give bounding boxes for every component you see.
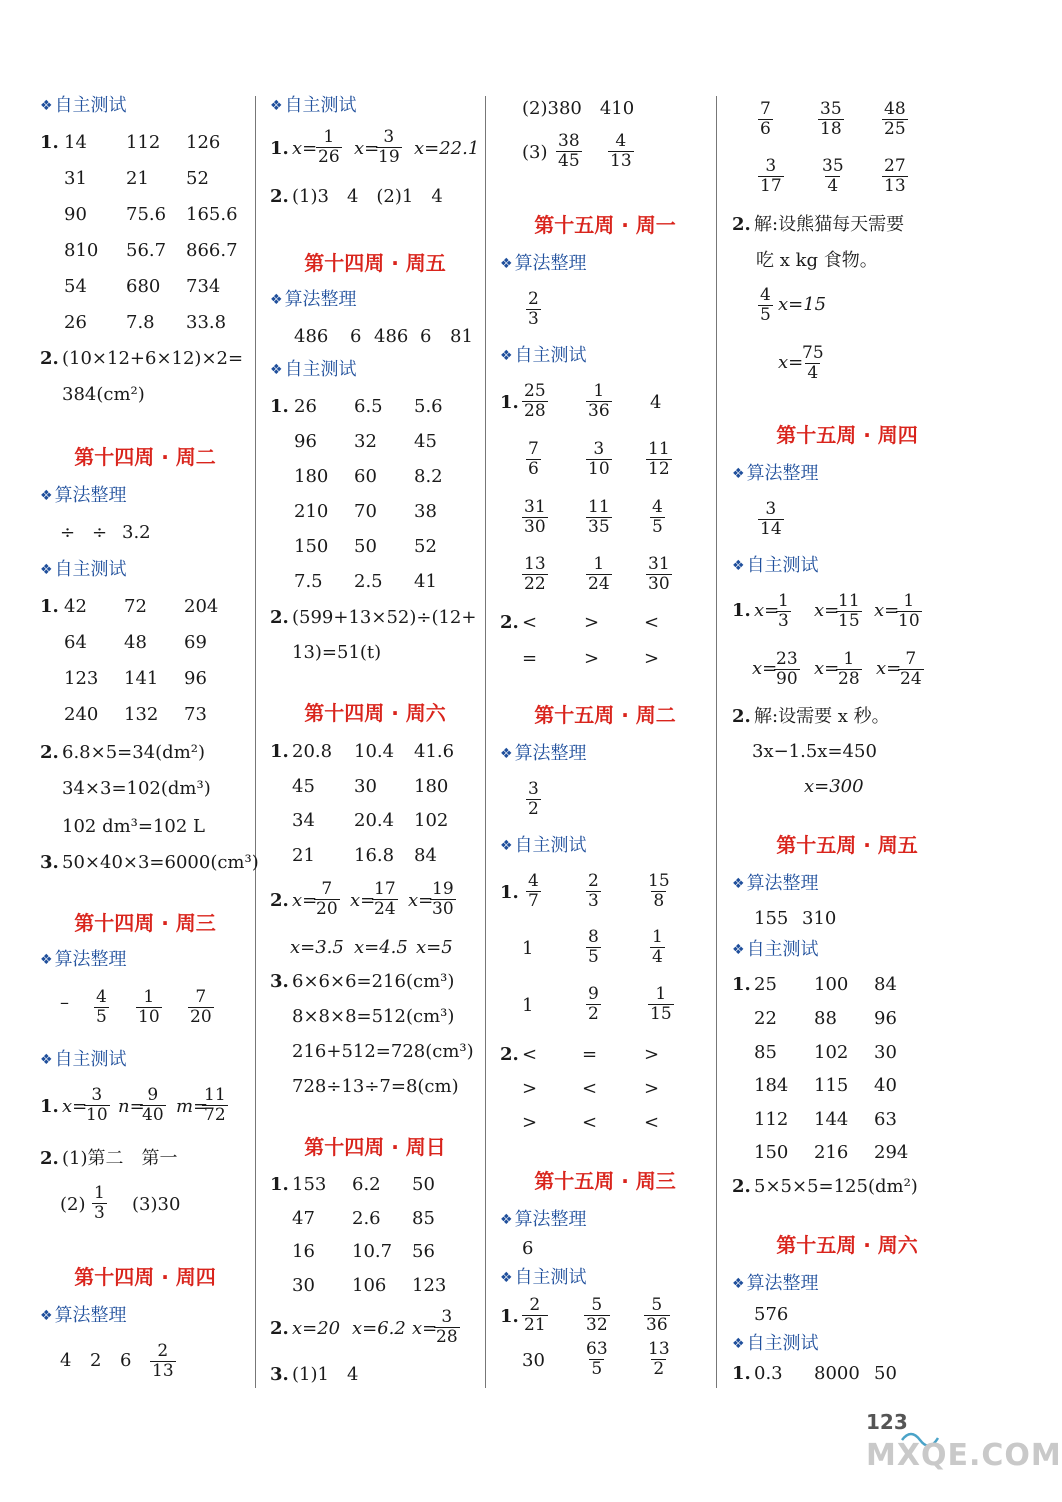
diamond-icon: ❖ [40, 488, 53, 504]
fraction: 7 24 [900, 649, 922, 689]
week-title: 第十四周 · 周六 [304, 701, 446, 725]
diamond-icon: ❖ [40, 98, 53, 114]
diamond-icon: ❖ [40, 562, 53, 578]
section-header: ❖ 自主测试 [500, 345, 587, 366]
week-title: 第十四周 · 周日 [304, 1135, 446, 1159]
fraction: 7 6 [528, 439, 539, 479]
fraction: 9 2 [588, 984, 599, 1024]
answer-row: 2. (1)3 4 (2)1 4 [270, 186, 443, 207]
diamond-icon: ❖ [40, 1052, 53, 1068]
fraction: 11 12 [648, 439, 670, 479]
week-title: 第十五周 · 周四 [776, 423, 918, 447]
answer-row: 2. (10×12+6×12)×2= [40, 348, 244, 369]
fraction: 4 5 [96, 987, 107, 1027]
week-title: 第十五周 · 周一 [534, 213, 676, 237]
answer-row: 2. 解:设熊猫每天需要 [732, 214, 905, 235]
fraction: 35 4 [822, 156, 844, 196]
answer-row: 384(cm²) [62, 384, 145, 405]
section-header: ❖ 自主测试 [270, 359, 357, 380]
answer-row: 3. 6×6×6=216(cm³) [270, 971, 455, 992]
section-header: ❖ 自主测试 [500, 1267, 587, 1288]
answer-row: 1. 153 6.2 50 [270, 1174, 435, 1195]
section-header: ❖ 自主测试 [732, 939, 819, 960]
fraction: 2 3 [528, 289, 539, 329]
fraction: 3 2 [528, 779, 539, 819]
answer-row: 1. x= [40, 1096, 88, 1117]
fraction: 7 20 [190, 987, 212, 1027]
column-2: ❖ 自主测试 1. x= 1 26 x= 3 19 x=22.1 2. (1)3 4 (2)1 4 第十四周 · 周五 ❖ 算法整理 486 6 486 6 81 ❖ 自主测试 1. 26 6.5 5.6 96 32 45 180 60 8.2 210 70 38 150 50 52 7.5 2.5 41 2. (599+13×52)÷(12+ 13)=51(t) 第十四周 · 周六 1. 20.8 10.4 41.6 45 30 180 34 20.4 102 21 16.8 84 2. x= 7 20 x= 17 24 x= 19 30 x=3.5 x=4.5 x=5 3. 6×6×6=216(cm³) 8×8×8=512(cm³) 216+512=728(cm³) 728÷13÷7=8(cm) 第十四周 · 周日 1. 153 6.2 50 47 2.6 85 16 10.7 56 30 106 123 2. x=20 x=6.2 x= 3 28 3. (1)1 4 [270, 95, 480, 1385]
fraction: 5 36 [646, 1295, 668, 1335]
answer-row: 1. x= [270, 138, 318, 159]
section-header: ❖ 自主测试 [40, 1049, 127, 1070]
answer-row: 1. 0.3 8000 50 [732, 1363, 897, 1384]
section-header: ❖ 算法整理 [40, 949, 127, 970]
section-header: ❖ 算法整理 [40, 485, 127, 506]
column-divider [255, 96, 256, 1388]
column-divider [716, 96, 717, 1388]
diamond-icon: ❖ [270, 362, 283, 378]
fraction: 4 5 [760, 285, 771, 325]
fraction: 5 32 [586, 1295, 608, 1335]
page-number: 123 [866, 1410, 908, 1434]
answer-row: 3. (1)1 4 [270, 1364, 359, 1385]
answer-row: – [60, 992, 69, 1013]
answer-row: 1. 26 6.5 5.6 [270, 396, 443, 417]
diamond-icon: ❖ [732, 1276, 745, 1292]
fraction: 35 18 [820, 99, 842, 139]
diamond-icon: ❖ [732, 466, 745, 482]
answer-row: 34×3=102(dm³) [62, 778, 211, 799]
fraction: 48 25 [884, 99, 906, 139]
fraction: 15 8 [648, 871, 670, 911]
fraction: 7 20 [316, 879, 338, 919]
fraction: 3 14 [760, 499, 782, 539]
fraction: 13 2 [648, 1339, 670, 1379]
diamond-icon: ❖ [732, 558, 745, 574]
column-divider [485, 96, 486, 1388]
fraction: 11 72 [204, 1085, 226, 1125]
section-header: ❖ 自主测试 [40, 95, 127, 116]
answer-row: 2. < = > [500, 1044, 660, 1065]
fraction: 1 3 [778, 591, 789, 631]
answer-row: 2. (1)第二 第一 [40, 1148, 178, 1169]
answer-row: 1. 14 112 126 [40, 132, 221, 153]
diamond-icon: ❖ [500, 838, 513, 854]
fraction: 1 15 [650, 984, 672, 1024]
section-header: ❖ 算法整理 [732, 873, 819, 894]
week-title: 第十五周 · 周二 [534, 703, 676, 727]
fraction: 2 21 [524, 1295, 546, 1335]
section-header: ❖ 自主测试 [500, 835, 587, 856]
diamond-icon: ❖ [270, 98, 283, 114]
fraction: 27 13 [884, 156, 906, 196]
diamond-icon: ❖ [500, 1212, 513, 1228]
week-title: 第十四周 · 周四 [74, 1265, 216, 1289]
fraction: 8 5 [588, 927, 599, 967]
fraction: 38 45 [558, 131, 580, 171]
diamond-icon: ❖ [500, 1270, 513, 1286]
fraction: 25 28 [524, 381, 546, 421]
week-title: 第十四周 · 周二 [74, 445, 216, 469]
diamond-icon: ❖ [732, 1336, 745, 1352]
diamond-icon: ❖ [500, 256, 513, 272]
answer-row: 1. 25 100 84 [732, 974, 897, 995]
fraction: 1 24 [588, 554, 610, 594]
column-1: ❖ 自主测试 1. 14 112 126 31 21 52 90 75.6 165.6 810 56.7 866.7 54 680 734 26 7.8 33.8 2. (10×12+6×12)×2= 384(cm²) 第十四周 · 周二 ❖ 算法整理 ÷ ÷ 3.2 ❖ 自主测试 1. 42 72 204 64 48 69 123 141 96 240 132 73 2. 6.8×5=34(dm²) 34×3=102(dm³) 102 dm³=102 L 3. 50×40×3=6000(cm³) 第十四周 · 周三 ❖ 算法整理 – 4 5 1 10 7 20 ❖ 自主测试 1. x= 3 10 n= 9 40 m= 11 72 2. (1)第二 第一 (2) 1 3 (3)30 第十四周 · 周四 ❖ 算法整理 4 2 6 2 13 [40, 95, 259, 1381]
fraction: 1 10 [138, 987, 160, 1027]
fraction: 7 6 [760, 99, 771, 139]
fraction: 4 13 [610, 131, 632, 171]
answer-row: 3. 50×40×3=6000(cm³) [40, 852, 259, 873]
fraction: 19 30 [432, 879, 454, 919]
fraction: 17 24 [374, 879, 396, 919]
diamond-icon: ❖ [270, 292, 283, 308]
column-3: (2)380 410 (3) 38 45 4 13 第十五周 · 周一 ❖ 算法整理 2 3 ❖ 自主测试 1. 25 28 1 36 4 7 6 3 10 11 12 31 30 11 35 4 5 13 22 1 24 31 30 2. < > < = > > 第十五周 · 周二 ❖ 算法整理 3 2 ❖ 自主测试 1. 4 7 2 3 15 8 1 8 5 1 4 1 9 2 1 15 2. < = > > < > > < < 第十五周 · 周三 ❖ 算法整理 6 ❖ 自主测试 1. 2 21 5 32 5 36 30 63 5 13 2 [500, 90, 710, 1390]
week-title: 第十五周 · 周六 [776, 1233, 918, 1257]
fraction: 4 7 [528, 871, 539, 911]
diamond-icon: ❖ [40, 1308, 53, 1324]
fraction: 11 35 [588, 497, 610, 537]
fraction: 1 4 [652, 927, 663, 967]
week-title: 第十五周 · 周三 [534, 1169, 676, 1193]
section-header: ❖ 自主测试 [270, 95, 357, 116]
diamond-icon: ❖ [732, 942, 745, 958]
answer-row: 1. 42 72 204 [40, 596, 219, 617]
fraction: 3 17 [760, 156, 782, 196]
answer-row: 2. x=20 x=6.2 x= [270, 1318, 438, 1339]
section-header: ❖ 算法整理 [500, 253, 587, 274]
section-header: ❖ 自主测试 [40, 559, 127, 580]
answer-row: 2. 6.8×5=34(dm²) [40, 742, 205, 763]
answer-row: 2. (599+13×52)÷(12+ [270, 607, 477, 628]
watermark: MXQE.COM [866, 1438, 1062, 1473]
fraction: 1 28 [838, 649, 860, 689]
column-4: 7 6 35 18 48 25 3 17 35 4 27 13 2. 解:设熊猫每天需要 吃 x kg 食物。 4 5 x=15 x= 75 4 第十五周 · 周四 ❖ 算法整理 3 14 ❖ 自主测试 1. x= 1 3 x= 11 15 x= 1 10 x= 23 90 x= 1 28 x= 7 24 2. 解:设需要 x 秒。 3x−1.5x=450 x=300 第十五周 · 周五 ❖ 算法整理 155 310 ❖ 自主测试 1. 25 100 84 22 88 96 85 102 30 184 115 40 112 144 63 150 216 294 2. 5×5×5=125(dm²) 第十五周 · 周六 ❖ 算法整理 576 ❖ 自主测试 1. 0.3 8000 50 [732, 90, 962, 1390]
section-header: ❖ 算法整理 [500, 1209, 587, 1230]
fraction: 1 3 [94, 1183, 105, 1223]
section-header: ❖ 算法整理 [500, 743, 587, 764]
fraction: 3 28 [436, 1307, 458, 1347]
diamond-icon: ❖ [500, 348, 513, 364]
fraction: 2 13 [152, 1341, 174, 1381]
answer-row: 102 dm³=102 L [62, 816, 205, 837]
fraction: 75 4 [802, 343, 824, 383]
fraction: 1 10 [898, 591, 920, 631]
fraction: 9 40 [142, 1085, 164, 1125]
section-header: ❖ 算法整理 [40, 1305, 127, 1326]
fraction: 1 36 [588, 381, 610, 421]
fraction: 31 30 [524, 497, 546, 537]
week-title: 第十四周 · 周三 [74, 911, 216, 935]
diamond-icon: ❖ [40, 952, 53, 968]
fraction: 1 26 [318, 127, 340, 167]
fraction: 4 5 [652, 497, 663, 537]
week-title: 第十五周 · 周五 [776, 833, 918, 857]
fraction: 23 90 [776, 649, 798, 689]
section-header: ❖ 自主测试 [732, 555, 819, 576]
fraction: 3 10 [588, 439, 610, 479]
week-title: 第十四周 · 周五 [304, 251, 446, 275]
fraction: 31 30 [648, 554, 670, 594]
section-header: ❖ 算法整理 [732, 1273, 819, 1294]
answer-row: 1. 20.8 10.4 41.6 [270, 741, 455, 762]
fraction: 3 10 [86, 1085, 108, 1125]
answer-row: 2. < > < [500, 612, 660, 633]
answer-row: 2. x= [270, 890, 318, 911]
answer-row: 2. 解:设需要 x 秒。 [732, 706, 890, 727]
section-header: ❖ 算法整理 [732, 463, 819, 484]
fraction: 2 3 [588, 871, 599, 911]
answer-row: 2. 5×5×5=125(dm²) [732, 1176, 918, 1197]
section-header: ❖ 算法整理 [270, 289, 357, 310]
fraction: 13 22 [524, 554, 546, 594]
diamond-icon: ❖ [500, 746, 513, 762]
diamond-icon: ❖ [732, 876, 745, 892]
section-header: ❖ 自主测试 [732, 1333, 819, 1354]
fraction: 3 19 [378, 127, 400, 167]
fraction: 63 5 [586, 1339, 608, 1379]
fraction: 11 15 [838, 591, 860, 631]
